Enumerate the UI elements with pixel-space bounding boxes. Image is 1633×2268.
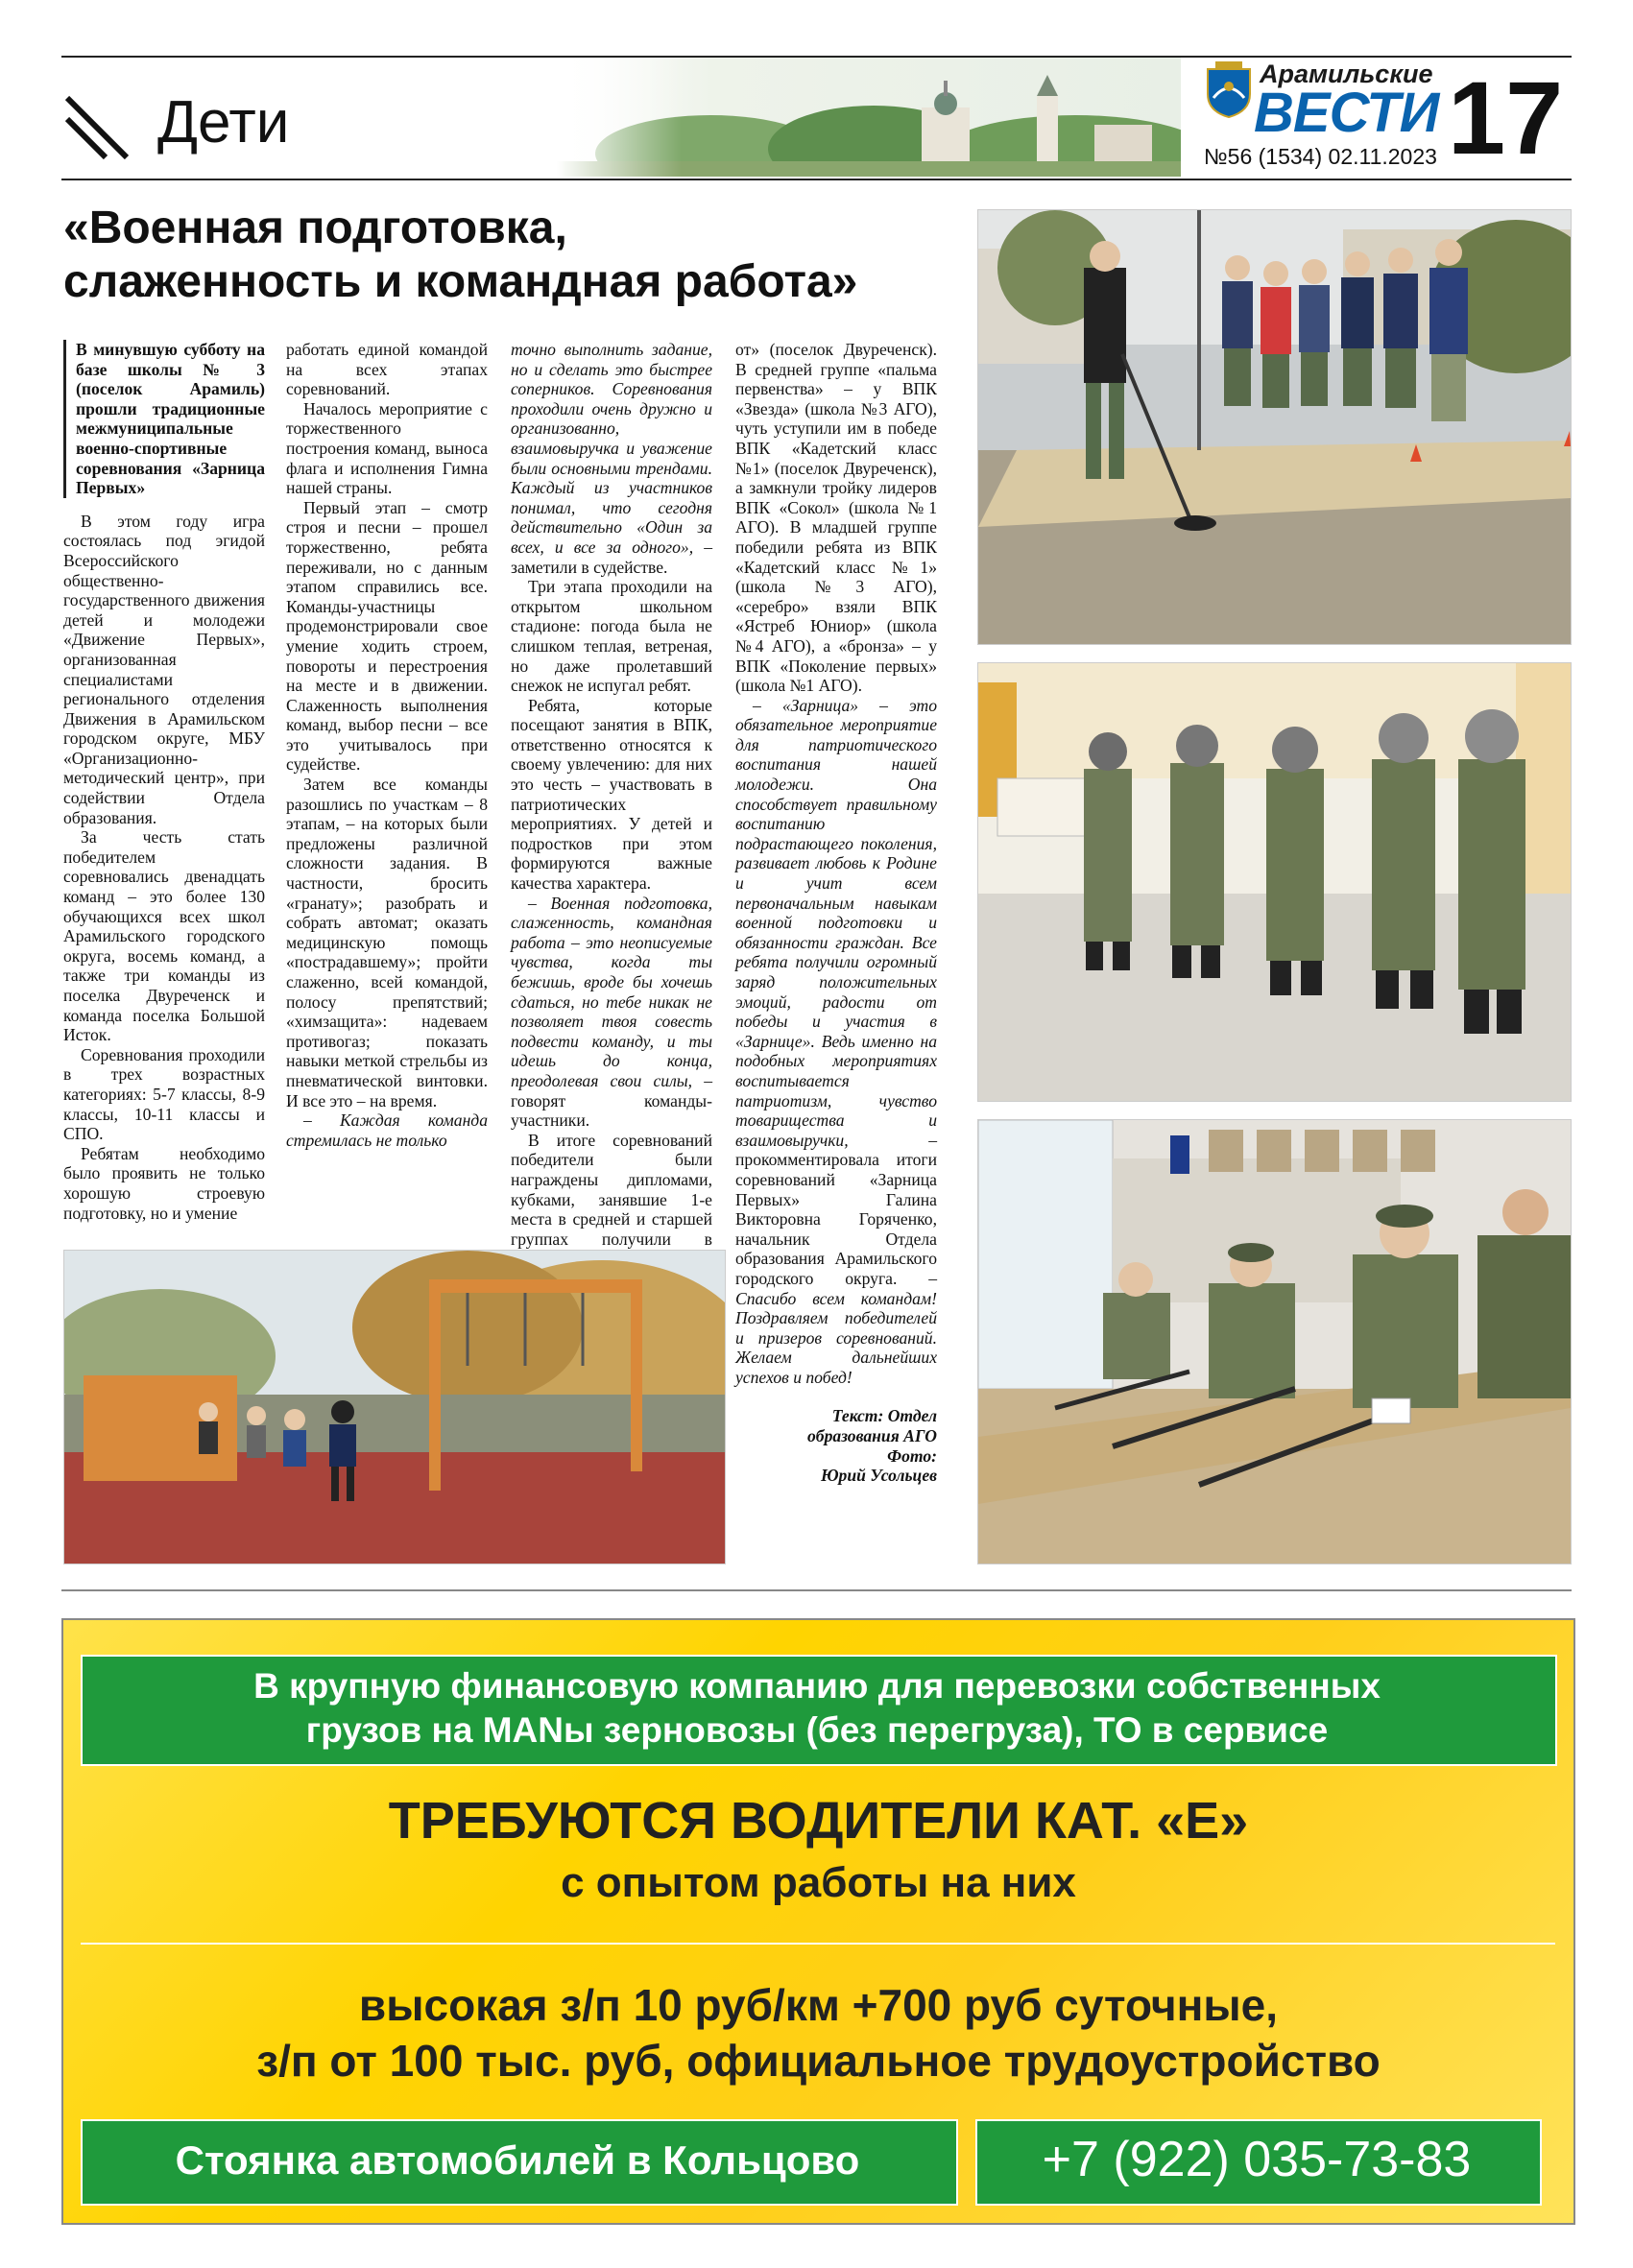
ad-intro-text (81, 1664, 1553, 1753)
city-emblem-icon (1204, 60, 1254, 119)
ad-pay-line-1: высокая з/п 10 руб/км +700 руб суточные, (358, 1980, 1279, 2030)
col4-paragraph: от» (поселок Двуреченск). В средней группе «пальма первенства» – у ВПК «Звезда» (школа №3 АГО), чуть уступили им в победе ВПК «Кадетский класс №1» (поселок Двуреченск), а замкнули тройку лидеров ВПК «Сокол» (школа №1 АГО). В младшей группе победили ребята из ВПК «Кадетский класс №1» (школа №3 АГО), «серебро» взяли ВПК «Ястреб Юниор» (школа №4 АГО), а «бронза» – у ВПК «Поколение первых» (школа №1 АГО). (735, 340, 937, 696)
issue-info: №56 (1534) 02.11.2023 (1204, 144, 1437, 169)
article-column-1 (63, 340, 265, 1223)
col3-quote-start: точно выполнить задание, но и сделать это быстрее соперников. Соревнования проходили очень дружно и организованно, взаимовыручка и уважение были основными трендами. Каждый из участников понимал, что сегодня действительно «Один за всех, и все за одного», (511, 340, 712, 557)
photo-obstacle-course (63, 1250, 726, 1564)
ad-phone-number: +7 (922) 035-73-83 (1042, 2132, 1472, 2187)
col1-paragraph: Соревнования проходили в трех возрастных категориях: 5-7 классы, 8-9 классы, 10-11 классы и СПО. (63, 1044, 265, 1144)
col2-quote: – Каждая команда стремилась не только (286, 1110, 488, 1150)
photo-gas-masks (977, 662, 1572, 1102)
article-column-4 (735, 340, 937, 1486)
col1-paragraph: В этом году игра состоялась под эгидой Всероссийского общественно-государственного движения детей и молодежи «Движение Первых», организованная специалистами регионального отделения Движения в Арамильском городском округе, МБУ «Организационно-методический центр», при содействии Отдела образования. (63, 511, 265, 827)
credits-text-label: Текст: Отдел (831, 1406, 937, 1426)
header-landscape-photo (557, 58, 1181, 177)
article-column-2 (286, 340, 488, 1150)
col3-quote-attribution: – говорят команды-участники. (511, 1070, 712, 1131)
photo-metal-detector (977, 209, 1572, 645)
ad-divider (81, 1943, 1555, 1945)
col1-paragraph: За честь стать победителем соревновались двенадцать команд – это более 130 обучающихся всех школ Арамильского городского округа, восемь команд, а также три команды из поселка Двуреченск и команда поселка Большой Исток. (63, 827, 265, 1045)
col4-quote-2: – Спасибо всем командам! Поздравляем победителей и призеров соревнований. Желаем дальнейших успехов и побед! (735, 1268, 937, 1387)
article-credits (735, 1406, 937, 1485)
article-headline (63, 202, 985, 309)
ad-parking-text: Стоянка автомобилей в Кольцово (175, 2137, 860, 2183)
credits-photo-label: Фото: (887, 1445, 937, 1466)
ad-pay-text (63, 1977, 1573, 2089)
page-number: 17 (1448, 60, 1564, 176)
credits-photo-author: Юрий Усольцев (820, 1466, 937, 1486)
col3-quote: – Военная подготовка, слаженность, командная работа – это неописуемые чувства, когда ты бежишь, вроде бы хочешь сдаться, но тебе никак не позволяет твоя совесть подвести команду, и ты идешь до конца, преодолевая свои силы, (511, 893, 712, 1090)
ad-headline: ТРЕБУЮТСЯ ВОДИТЕЛИ КАТ. «Е» (388, 1792, 1249, 1850)
ad-top-rule (61, 1589, 1572, 1591)
col2-paragraph: Первый этап – смотр строя и песни – прошел торжественно, ребята переживали, но с данным этапом справились все. Команды-участницы продемонстрировали свое умение ходить строем, повороты и перестроения на месте и в движении. Слаженность выполнения команд, выбор песни – все это учитывалось при судействе. (286, 497, 488, 775)
ad-intro-line-1: В крупную финансовую компанию для перевозки собственных (253, 1666, 1381, 1706)
col3-paragraph: Три этапа проходили на открытом школьном стадионе: погода была не слишком теплая, ветреная, но даже пролетавший снежок не испугал ребят. (511, 577, 712, 696)
article-lead: В минувшую субботу на базе школы № 3 (поселок Арамиль) прошли традиционные межмуниципальные военно-спортивные соревнования «Зарница Первых» (63, 340, 265, 498)
col2-paragraph: работать единой командой на всех этапах соревнований. (286, 340, 488, 399)
credits-text-author: образования АГО (807, 1426, 937, 1446)
section-slash-icon (63, 90, 132, 159)
headline-line-1: «Военная подготовка, (63, 203, 567, 253)
col3-paragraph: В итоге соревнований победители были награждены дипломами, кубками, занявшие 1-е места в средней и старшей группах получили в (511, 1130, 712, 1249)
col2-paragraph: Затем все команды разошлись по участкам – 8 этапам, – на которых были предложены различной сложности задания. В частности, бросить «гранату»; разобрать и собрать автомат; оказать медицинскую помощь «пострадавшему»; пройти слаженно, всей командой, полосу препятствий; «химзащита»: надеваем противогаз; показать навыки меткой стрельбы из пневматической винтовки. И все это – на время. (286, 775, 488, 1110)
col4-attribution: – прокомментировала итоги соревнований «Зарница Первых» Галина Викторовна Горяченко, начальник Отдела образования Арамильского городского округа. (735, 1130, 937, 1288)
job-advertisement (61, 1618, 1575, 2225)
header-bottom-rule (61, 179, 1572, 180)
photo-classroom-rifles (977, 1119, 1572, 1564)
logo-top-text: Арамильские (1260, 60, 1433, 88)
col3-attribution: – заметили в судействе. (511, 537, 712, 577)
col3-paragraph: Ребята, которые посещают занятия в ВПК, ответственно относятся к своему увлечению: для них это честь – участвовать в патриотических мероприятиях. У детей и подростков при этом формируются важные качества характера. (511, 695, 712, 894)
ad-pay-line-2: з/п от 100 тыс. руб, официальное трудоустройство (256, 2036, 1381, 2086)
col2-paragraph: Началось мероприятие с торжественного построения команд, выноса флага и исполнения Гимна нашей страны. (286, 398, 488, 498)
col4-quote: – «Зарница» – это обязательное мероприятие для патриотического воспитания нашей молодежи. Она способствует правильному воспитанию подрастающего поколения, развивает любовь к Родине и учит всем первоначальным навыкам военной подготовки и обязанности граждан. Все ребята получили огромный заряд положительных эмоций, радости от победы и участия в «Зарнице». Ведь именно на подобных мероприятиях воспитывается патриотизм, чувство товарищества и взаимовыручки, (735, 695, 937, 1150)
logo-main-text: ВЕСТИ (1254, 82, 1439, 144)
headline-line-2: слаженность и командная работа» (63, 256, 858, 307)
col1-paragraph: Ребятам необходимо было проявить не только хорошую строевую подготовку, но и умение (63, 1143, 265, 1223)
section-title: Дети (157, 89, 290, 155)
ad-intro-line-2: грузов на MANы зерновозы (без перегруза), ТО в сервисе (305, 1710, 1329, 1750)
ad-subline: с опытом работы на них (561, 1859, 1076, 1906)
